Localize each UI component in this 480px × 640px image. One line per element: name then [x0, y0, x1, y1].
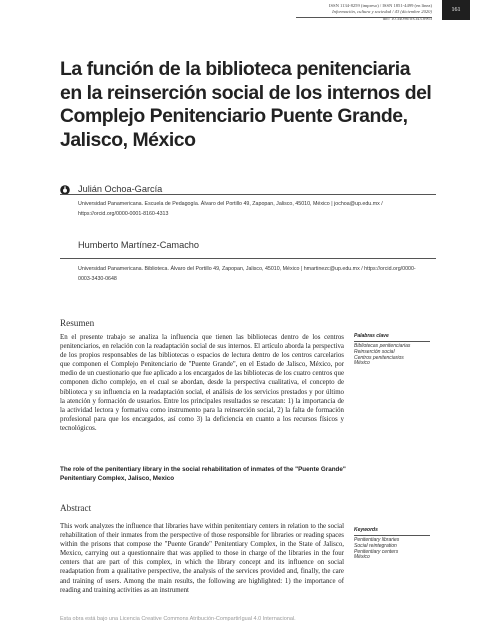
author-2-affiliation: Universidad Panamericana. Biblioteca. Álvaro del Portillo 49, Zapopan, Jalisco, 45010, México | hmartinezc@up.edu.mx / https://orcid.org/0000-0003-3430-0648	[78, 266, 416, 282]
article-title: La función de la biblioteca penitenciaria en la reinserción social de los internos del Complejo Penitenciario Puente Grande, Jalisco, México	[60, 58, 432, 151]
english-title: The role of the penitentiary library in the social rehabilitation of inmates of the "Puente Grande" Penitentiary Complex, Jalisco, Mexico	[60, 466, 346, 483]
page-number-box	[442, 0, 470, 20]
abstract-heading: Abstract	[60, 503, 92, 513]
keyword-es-item: Reinserción social	[354, 348, 395, 355]
keywords-en-list	[354, 538, 434, 561]
header-rule	[296, 17, 432, 18]
license-footer: Esta obra está bajo una Licencia Creative Commons Atribución-CompartirIgual 4.0 Internacional.	[60, 616, 296, 622]
author-2-name: Humberto Martínez-Camacho	[78, 240, 200, 250]
keywords-es-heading: Palabras clave	[354, 333, 389, 339]
running-header	[329, 3, 432, 22]
author-1-rule	[60, 194, 436, 195]
keyword-es-item: Bibliotecas penitenciarias	[354, 343, 411, 349]
keyword-es-item: México	[354, 360, 370, 367]
page-number: 161	[451, 7, 461, 13]
header-journal: Información, cultura y sociedad / 43 (diciembre 2020)	[332, 9, 432, 15]
author-1-name: Julián Ochoa-García	[78, 184, 163, 194]
author-2-rule	[60, 258, 436, 259]
keywords-en-heading: Keywords	[354, 527, 378, 533]
keyword-en-item: México	[354, 554, 370, 561]
resumen-heading: Resumen	[60, 318, 95, 328]
resumen-text: En el presente trabajo se analiza la influencia que tienen las bibliotecas dentro de los centros penitenciarios, en relación con la readaptación social de sus internos. El artículo aborda la perspectiva de los propios responsables de las bibliotecas o espacios de lectura dentro de los centros carcelarios que componen el Complejo Penitenciario de "Puente Grande", en el Estado de Jalisco, México, por medio de un cuestionario que fue aplicado a los encargados de las bibliotecas de los cuatro centros que componen dicho complejo, en el cual se abordan, desde la perspectiva cualitativa, el concepto de biblioteca y su influencia en la readaptación social, el análisis de los servicios prestados y por último la atención y formación de usuarios. Entre los principales resultados se rescatan: 1) la importancia de la actividad lectora y formativa como instrumento para la reinserción social, 2) la falta de formación profesional para que los encargados, así como 3) la deficiencia en cuanto a los recursos físicos y tecnológicos.	[60, 334, 344, 432]
keyword-en-item: Penitentiary centers	[354, 548, 399, 555]
keyword-en-item: Penitentiary libraries	[354, 537, 400, 543]
keyword-en-item: Social reintegration	[354, 542, 397, 549]
keywords-en-rule	[354, 535, 430, 536]
keywords-es-list	[354, 344, 434, 367]
keywords-es	[354, 333, 434, 367]
keyword-es-item: Centros penitenciarios	[354, 354, 404, 361]
keywords-es-rule	[354, 341, 430, 342]
header-doi: doi: 10.34096/ics.i43.8963	[382, 15, 432, 21]
author-1-affiliation: Universidad Panamericana. Escuela de Pedagogía. Álvaro del Portillo 49, Zapopan, Jalisco, 45010, México | jochoa@up.edu.mx / https://orcid.org/0000-0001-8160-4313	[78, 201, 383, 217]
abstract-text: This work analyzes the influence that libraries have within penitentiary centers in relation to the social rehabilitation of their inmates from the perspective of those responsible for libraries or reading spaces within the prisons that compose the "Puente Grande" Penitentiary Complex, in the State of Jalisco, Mexico, carrying out a questionnaire that was applied to those in charge of the libraries in the four centers that are part of this complex, in which the library concept and its influence on social readaptation from a qualitative perspective, the analysis of the services provided and, finally, the care and training of users. Among the main results, the following are highlighted: 1) the importance of reading and training activities as an instrument	[60, 523, 344, 594]
header-issn: ISSN 1134-8259 (impreso) / ISSN 1851-4499 (en línea)	[328, 3, 432, 8]
keywords-en	[354, 527, 434, 561]
